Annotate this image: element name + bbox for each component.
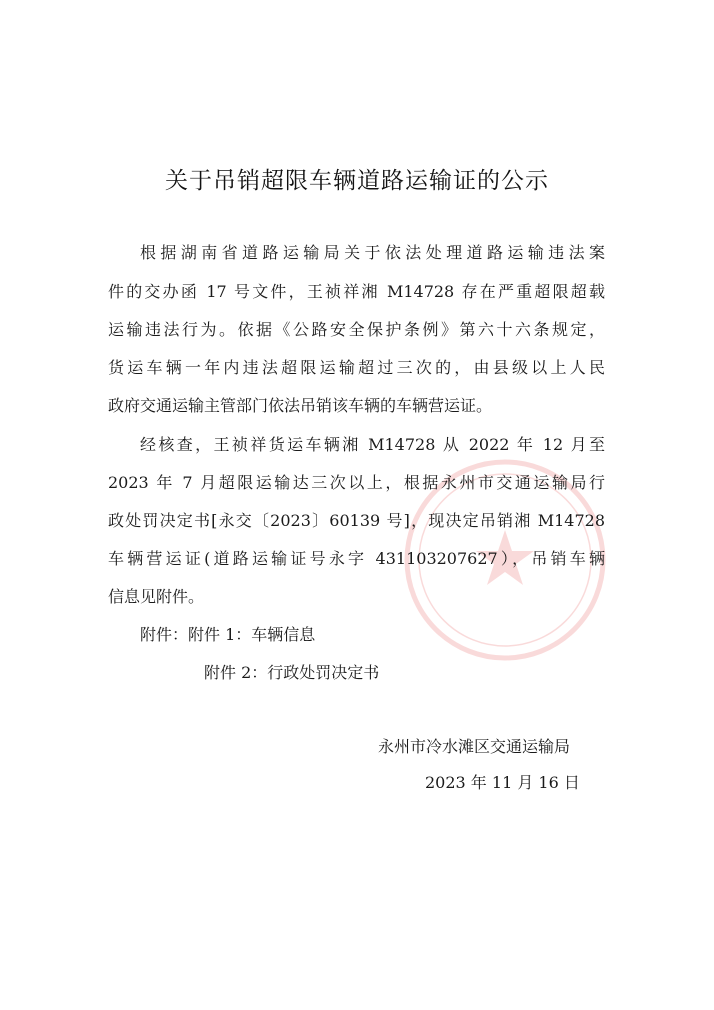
paragraph-1-line-5: 政府交通运输主管部门依法吊销该车辆的车辆营运证。: [108, 396, 493, 415]
document-title: 关于吊销超限车辆道路运输证的公示: [165, 168, 549, 194]
signature-organization: 永州市冷水滩区交通运输局: [378, 737, 571, 756]
paragraph-1-line-4: 货运车辆一年内违法超限运输超过三次的，由县级以上人民: [108, 358, 605, 377]
paragraph-1-line-2: 件的交办函 17 号文件，王祯祥湘 M14728 存在严重超限超载: [108, 282, 605, 301]
paragraph-1-line-1: 根据湖南省道路运输局关于依法处理道路运输违法案: [140, 243, 605, 262]
attachment-line-2: 附件 2：行政处罚决定书: [204, 663, 380, 682]
paragraph-1-line-3: 运输违法行为。依据《公路安全保护条例》第六十六条规定，: [108, 320, 605, 339]
paragraph-2-line-4: 车辆营运证(道路运输证号永字 431103207627），吊销车辆: [108, 549, 605, 568]
attachment-line-1: 附件：附件 1：车辆信息: [140, 625, 316, 644]
paragraph-2-line-2: 2023 年 7 月超限运输达三次以上，根据永州市交通运输局行: [108, 473, 605, 492]
paragraph-2-line-1: 经核查，王祯祥货运车辆湘 M14728 从 2022 年 12 月至: [140, 435, 605, 454]
signature-date: 2023 年 11 月 16 日: [425, 773, 580, 792]
paragraph-2-line-5: 信息见附件。: [108, 587, 205, 606]
paragraph-2-line-3: 政处罚决定书[永交〔2023〕60139 号]，现决定吊销湘 M14728: [108, 511, 605, 530]
